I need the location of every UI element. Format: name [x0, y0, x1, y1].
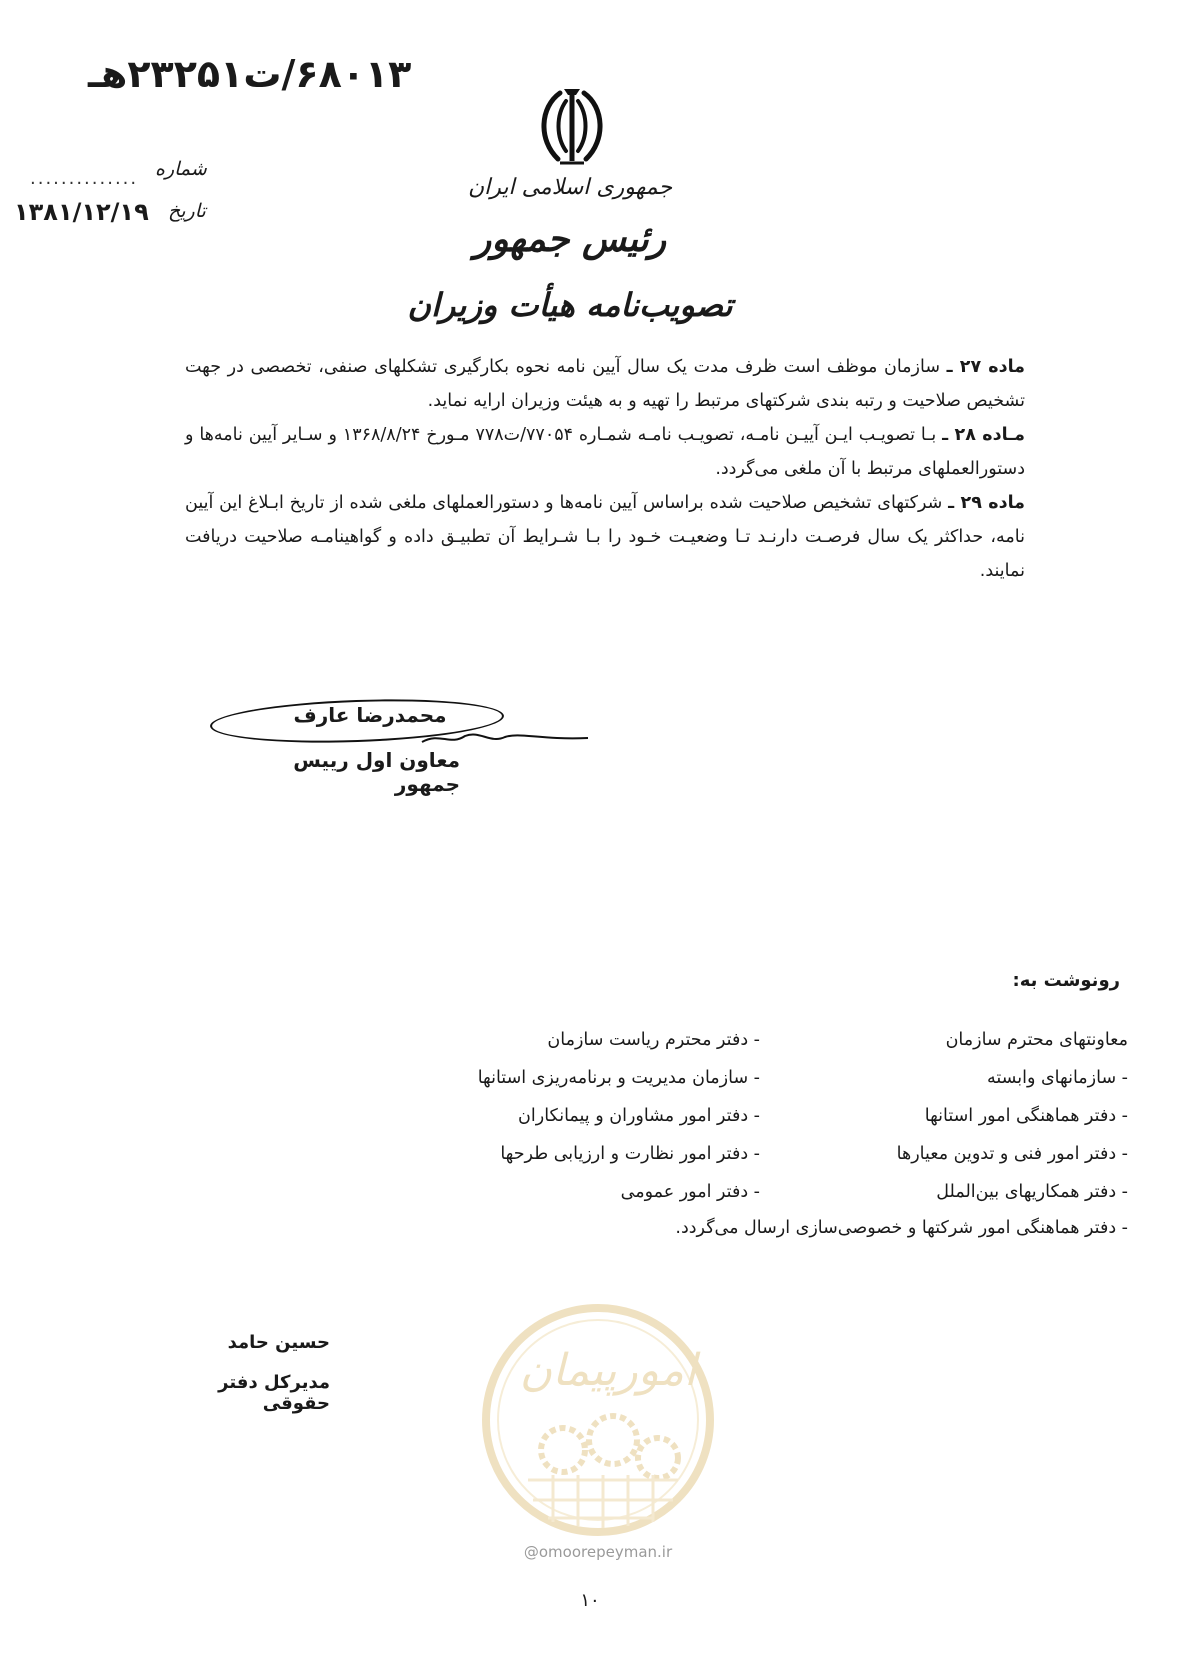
copy-recipient: - دفتر امور عمومی — [620, 1182, 760, 1202]
signatory-name: محمدرضا عارف — [293, 703, 447, 727]
date-value: ۱۳۸۱/۱۲/۱۹ — [14, 198, 149, 226]
issuer-role: مدیرکل دفتر حقوقی — [218, 1372, 330, 1414]
svg-text:امورپیمان: امورپیمان — [519, 1345, 697, 1396]
article-28 — [185, 418, 1025, 486]
iran-emblem-icon — [530, 85, 614, 169]
number-placeholder-dots: .............. — [30, 168, 139, 189]
copy-recipient: - دفتر همکاریهای بین‌الملل — [936, 1182, 1128, 1202]
article-text: بـا تصویـب ایـن آییـن نامـه، تصویـب نامـه شمـاره ۷۷۰۵۴/ت۷۷۸ مـورخ ۱۳۶۸/۸/۲۴ و سـایر آیین نامه‌ها و دستورالعملهای مرتبط با آن ملغی می‌گردد. — [185, 425, 1025, 479]
signatory-role: معاون اول رییس جمهور — [293, 748, 460, 796]
republic-title: جمهوری اسلامی ایران — [467, 175, 673, 200]
date-label: تاریخ — [168, 200, 206, 222]
watermark-logo-icon — [478, 1300, 718, 1540]
copy-recipient: - دفتر امور نظارت و ارزیابی طرحها — [500, 1144, 760, 1164]
copy-recipient: معاونتهای محترم سازمان — [945, 1030, 1128, 1050]
president-title: رئیس جمهور — [473, 218, 667, 260]
decree-title: تصویب‌نامه هیأت وزیران — [407, 286, 733, 324]
article-heading: مـاده ۲۸ ـ — [942, 425, 1025, 445]
copy-recipient: - سازمانهای وابسته — [986, 1068, 1128, 1088]
page-number: ۱۰ — [580, 1590, 600, 1611]
copy-recipient: - دفتر امور فنی و تدوین معیارها — [896, 1144, 1128, 1164]
signature-scribble-icon — [420, 728, 590, 748]
watermark-url: @omoorepeyman.ir — [523, 1543, 673, 1561]
document-number: ۶۸۰۱۳/ت۲۳۲۵۱هـ — [88, 52, 412, 96]
article-text: شرکتهای تشخیص صلاحیت شده براساس آیین نامه‌ها و دستورالعملهای ملغی شده از تاریخ ابـلاغ این آیین نامه، حداکثر یک سال فرصـت دارنـد تـا وضعیـت خـود را بـا شـرایط آن تطبیـق داده و گواهینامـه صلاحیت دریافت نمایند. — [185, 493, 1025, 581]
article-29 — [185, 486, 1025, 588]
article-text: سازمان موظف است ظرف مدت یک سال آیین نامه نحوه بکارگیری تشکلهای صنفی، تخصصی در جهت تشخیص صلاحیت و رتبه بندی شرکتهای مرتبط را تهیه و به هیئت وزیران ارایه نماید. — [185, 357, 1025, 411]
copy-recipient: - سازمان مدیریت و برنامه‌ریزی استانها — [477, 1068, 760, 1088]
decree-body — [185, 350, 1025, 588]
copies-heading: رونوشت به: — [1012, 970, 1120, 991]
article-heading: ماده ۲۷ ـ — [946, 357, 1026, 377]
number-label: شماره — [155, 158, 207, 180]
copy-recipient: - دفتر محترم ریاست سازمان — [547, 1030, 760, 1050]
copy-recipient: - دفتر هماهنگی امور استانها — [924, 1106, 1128, 1126]
article-heading: ماده ۲۹ ـ — [948, 493, 1025, 513]
copy-recipient: - دفتر هماهنگی امور شرکتها و خصوصی‌سازی ارسال می‌گردد. — [675, 1218, 1128, 1238]
article-27 — [185, 350, 1025, 418]
copy-recipient: - دفتر امور مشاوران و پیمانکاران — [518, 1106, 760, 1126]
issuer-name: حسین حامد — [227, 1332, 330, 1353]
